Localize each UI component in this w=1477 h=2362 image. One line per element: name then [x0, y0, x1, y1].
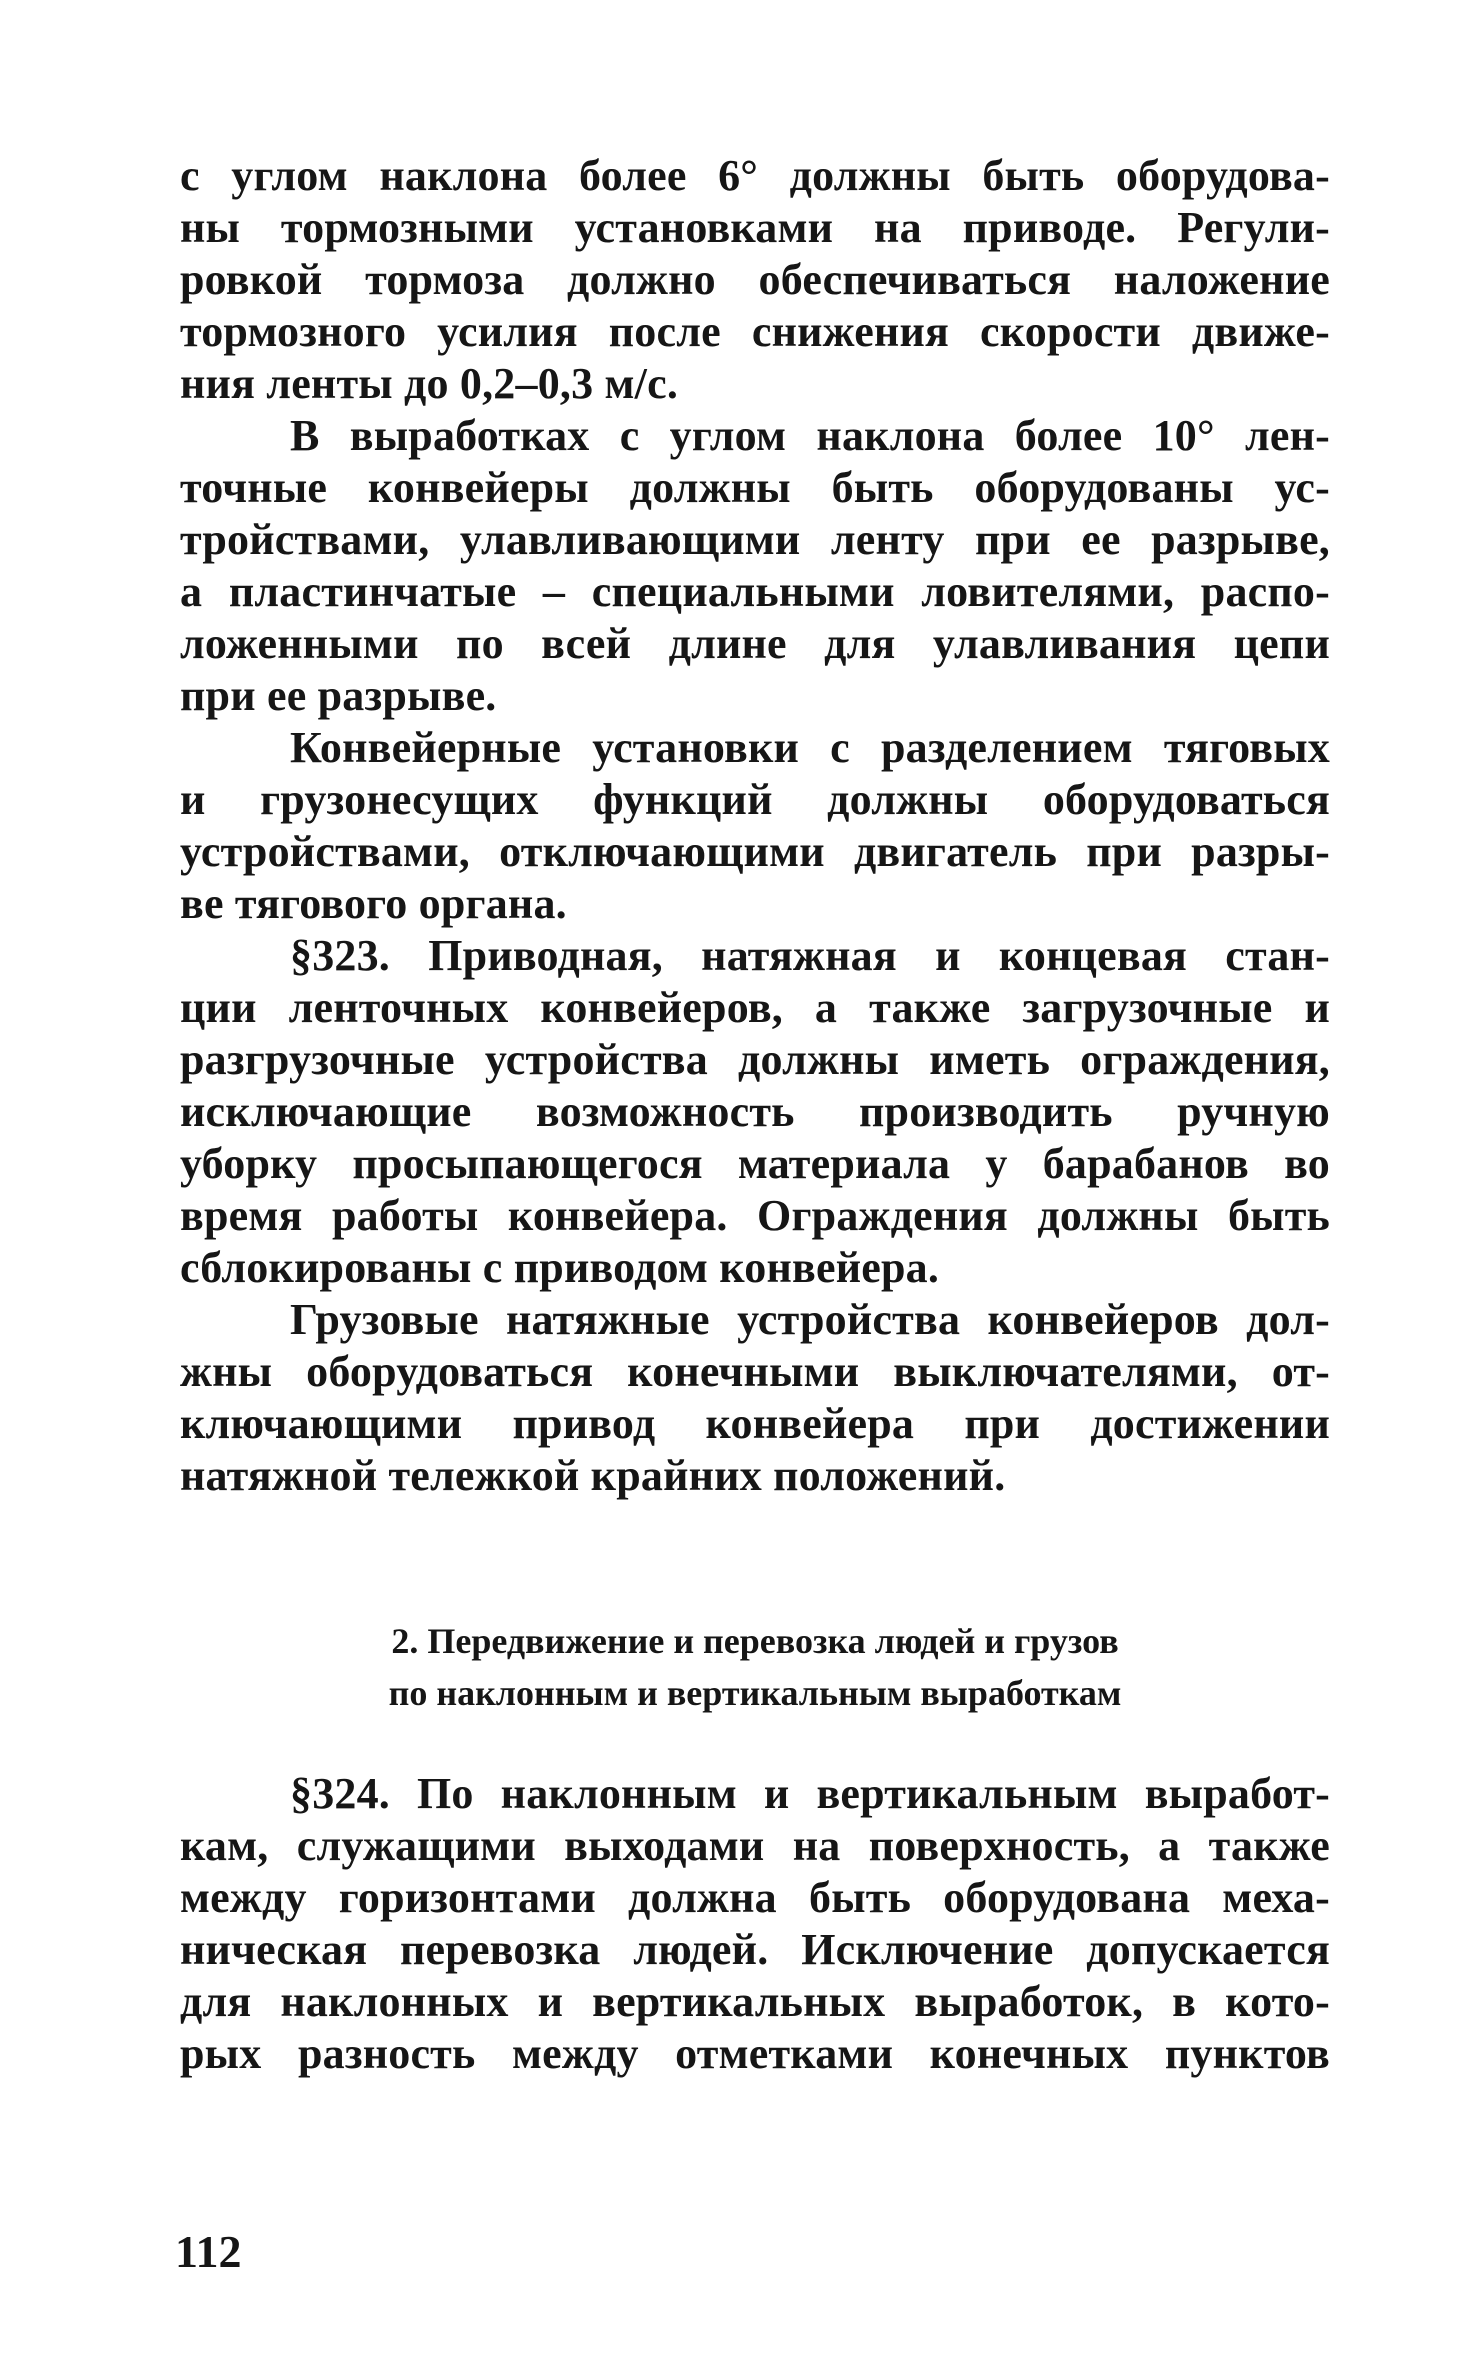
text-line: время работы конвейера. Ограждения должны быть: [180, 1191, 1330, 1240]
text-line: кам, служащими выходами на поверхность, а также: [180, 1821, 1330, 1870]
text-line: тормозного усилия после снижения скорости движе-: [180, 307, 1330, 356]
section-heading-line: по наклонным и вертикальным выработкам: [388, 1673, 1122, 1713]
text-line: ложенными по всей длине для улавливания цепи: [180, 619, 1330, 668]
text-line: ровкой тормоза должно обеспечиваться наложение: [180, 255, 1330, 304]
text-line: ве тягового органа.: [180, 879, 567, 928]
page-number: 112: [175, 2226, 242, 2277]
text-line: и грузонесущих функций должны оборудоваться: [180, 775, 1330, 824]
paragraph: [180, 722, 1330, 930]
text-line: исключающие возможность производить ручную: [180, 1087, 1330, 1136]
paragraph: [180, 150, 1330, 410]
paragraph: [180, 930, 1330, 1294]
text-line: §323. Приводная, натяжная и концевая стан-: [290, 931, 1330, 980]
text-line: для наклонных и вертикальных выработок, в кото-: [180, 1977, 1330, 2026]
text-line: ны тормозными установками на приводе. Регули-: [180, 203, 1330, 252]
text-line: при ее разрыве.: [180, 671, 497, 720]
text-line: рых разность между отметками конечных пунктов: [180, 2029, 1330, 2078]
section-heading: [180, 1615, 1330, 1719]
page-body-top: [180, 150, 1330, 1502]
text-line: ния ленты до 0,2–0,3 м/с.: [180, 359, 679, 408]
text-line: Конвейерные установки с разделением тяговых: [290, 723, 1330, 772]
text-line: устройствами, отключающими двигатель при разры-: [180, 827, 1330, 876]
text-line: ции ленточных конвейеров, а также загрузочные и: [180, 983, 1330, 1032]
text-line: §324. По наклонным и вертикальным выработ-: [290, 1769, 1330, 1818]
text-line: точные конвейеры должны быть оборудованы ус-: [180, 463, 1330, 512]
text-line: между горизонтами должна быть оборудована меха-: [180, 1873, 1330, 1922]
text-line: с углом наклона более 6° должны быть оборудова-: [180, 151, 1330, 200]
text-line: ключающими привод конвейера при достижении: [180, 1399, 1330, 1448]
paragraph: [180, 1294, 1330, 1502]
text-line: ническая перевозка людей. Исключение допускается: [180, 1925, 1330, 1974]
text-line: разгрузочные устройства должны иметь ограждения,: [180, 1035, 1330, 1084]
paragraph: [180, 1768, 1330, 2080]
text-line: уборку просыпающегося материала у барабанов во: [180, 1139, 1330, 1188]
text-line: Грузовые натяжные устройства конвейеров дол-: [290, 1295, 1330, 1344]
section-heading-line: 2. Передвижение и перевозка людей и грузов: [391, 1621, 1119, 1661]
text-line: тройствами, улавливающими ленту при ее разрыве,: [180, 515, 1330, 564]
text-line: сблокированы с приводом конвейера.: [180, 1243, 940, 1292]
text-line: а пластинчатые – специальными ловителями, распо-: [180, 567, 1330, 616]
paragraph: [180, 410, 1330, 722]
text-line: натяжной тележкой крайних положений.: [180, 1451, 1006, 1500]
page-body-bottom: [180, 1768, 1330, 2080]
text-line: жны оборудоваться конечными выключателями, от-: [180, 1347, 1330, 1396]
text-line: В выработках с углом наклона более 10° лен-: [290, 411, 1330, 460]
